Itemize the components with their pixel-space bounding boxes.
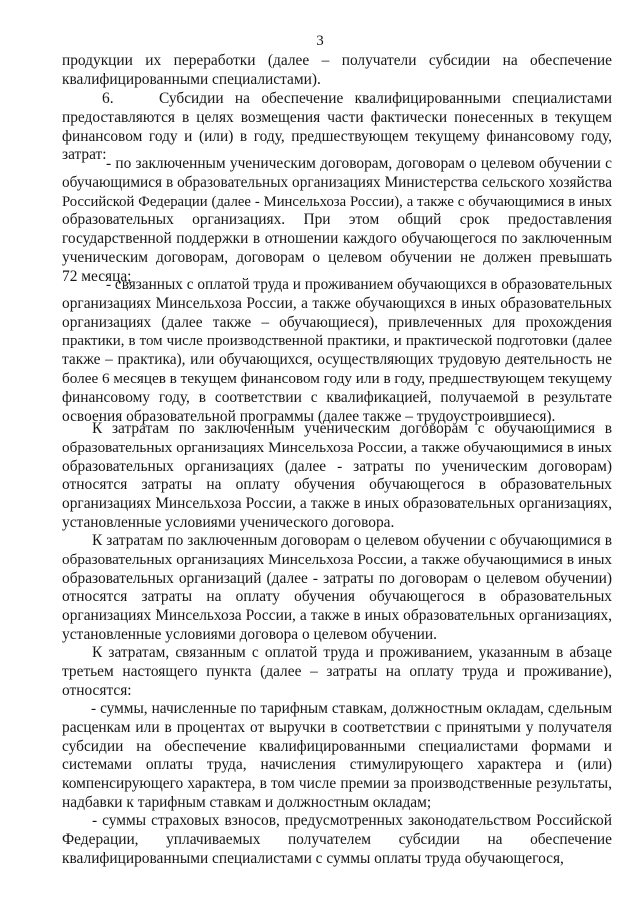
text-line: организациях Минсельхоза России, а также в иных образовательных организациях, — [62, 607, 612, 625]
paragraph — [62, 644, 612, 700]
text-line: - связанных с оплатой труда и проживанием обучающихся в образовательных — [106, 276, 612, 293]
text-line: образовательных организациях Минсельхоза России, а также обучающимися в иных — [62, 550, 612, 568]
text-line: третьем настоящего пункта (далее – затраты на оплату труда и проживание), — [62, 662, 612, 680]
text-line: квалифицированными специалистами с суммы оплаты труда обучающегося, — [62, 849, 564, 867]
text-line: организациях (далее также – обучающиеся), привлеченных для прохождения — [62, 313, 612, 331]
text-line: субсидии на обеспечение квалифицированными специалистами формами и — [62, 737, 612, 755]
text-line: более 6 месяцев в текущем финансовом году или в году, предшествующем текущему — [62, 369, 612, 387]
text-line: предоставляются в целях возмещения части фактически понесенных в текущем — [62, 108, 612, 126]
text-line: образовательных организациях. При этом общий срок предоставления — [62, 211, 612, 229]
text-line: 72 месяца; — [62, 267, 132, 285]
paragraph — [62, 90, 612, 165]
text-line: продукции их переработки (далее – получатели субсидии на обеспечение — [62, 52, 612, 69]
paragraph — [62, 812, 612, 868]
text-line: 6. Субсидии на обеспечение квалифицированными специалистами — [102, 90, 612, 107]
text-line: относятся затраты на оплату обучения обучающегося в образовательных — [62, 476, 612, 494]
text-line: установленные условиями договора о целевом обучении. — [62, 625, 437, 643]
text-line: - по заключенным ученическим договорам, договорам о целевом обучении с — [106, 155, 612, 172]
page-number: 3 — [316, 33, 324, 49]
text-line: расценкам или в процентах от выручки в соответствии с принятыми у получателя — [62, 718, 612, 736]
text-line: образовательных организациях (далее - затраты по ученическим договорам) — [62, 457, 612, 475]
text-line: К затратам по заключенным ученическим договорам с обучающимися в — [92, 420, 612, 437]
text-line: К затратам, связанным с оплатой труда и проживанием, указанным в абзаце — [92, 644, 612, 661]
paragraph — [62, 532, 612, 645]
text-line: также – практика), или обучающихся, осуществляющих трудовую деятельность не — [62, 351, 612, 369]
text-line: затрат: — [62, 146, 107, 164]
paragraph — [62, 52, 612, 90]
text-line: государственной поддержки в отношении каждого обучающегося по заключенным — [62, 230, 612, 248]
text-line: относятся: — [62, 681, 132, 699]
paragraph — [62, 700, 612, 813]
paragraph — [62, 420, 612, 533]
text-line: организациях Минсельхоза России, а также в иных образовательных организациях, — [62, 495, 612, 513]
text-line: организациях Минсельхоза России, а также обучающихся в иных образовательных — [62, 294, 612, 312]
text-line: финансовом году и (или) в году, предшествующем текущему финансовому году, — [62, 127, 612, 145]
text-line: Российской Федерации (далее - Минсельхоза России), а также с обучающимися в иных — [62, 193, 612, 210]
paragraph — [62, 276, 612, 426]
text-line: относятся затраты на оплату обучения обучающегося в образовательных — [62, 588, 612, 606]
text-line: системами оплаты труда, начисления стимулирующего характера и (или) — [62, 756, 612, 774]
text-line: К затратам по заключенным договорам о целевом обучении с обучающимися в — [92, 532, 612, 549]
text-line: компенсирующего характера, в том числе премии за производственные результаты, — [62, 775, 612, 793]
text-line: обучающимися в образовательных организациях Министерства сельского хозяйства — [62, 173, 612, 191]
text-line: - суммы, начисленные по тарифным ставкам, должностным окладам, сдельным — [91, 700, 612, 717]
text-line: образовательных организациях Минсельхоза России, а также обучающимися в иных — [62, 438, 612, 456]
text-line: надбавки к тарифным ставкам и должностным окладам; — [62, 793, 432, 811]
text-line: финансовому году, в соответствии с квалификацией, получаемой в результате — [62, 388, 612, 406]
text-line: практики, в том числе производственной практики, и практической подготовки (далее — [62, 333, 612, 350]
text-line: - суммы страховых взносов, предусмотренных законодательством Российской — [92, 812, 612, 829]
text-line: установленные условиями ученического договора. — [62, 513, 395, 531]
text-line: квалифицированными специалистами). — [62, 70, 321, 88]
text-line: образовательных организаций (далее - затраты по договорам о целевом обучении) — [62, 569, 612, 587]
paragraph — [62, 155, 612, 287]
text-line: ученическим договорам, договорам о целевом обучении не должен превышать — [62, 248, 612, 266]
text-line: освоения образовательной программы (далее также – трудоустроившиеся). — [62, 407, 556, 425]
text-line: Федерации, уплачиваемых получателем субсидии на обеспечение — [62, 830, 612, 848]
